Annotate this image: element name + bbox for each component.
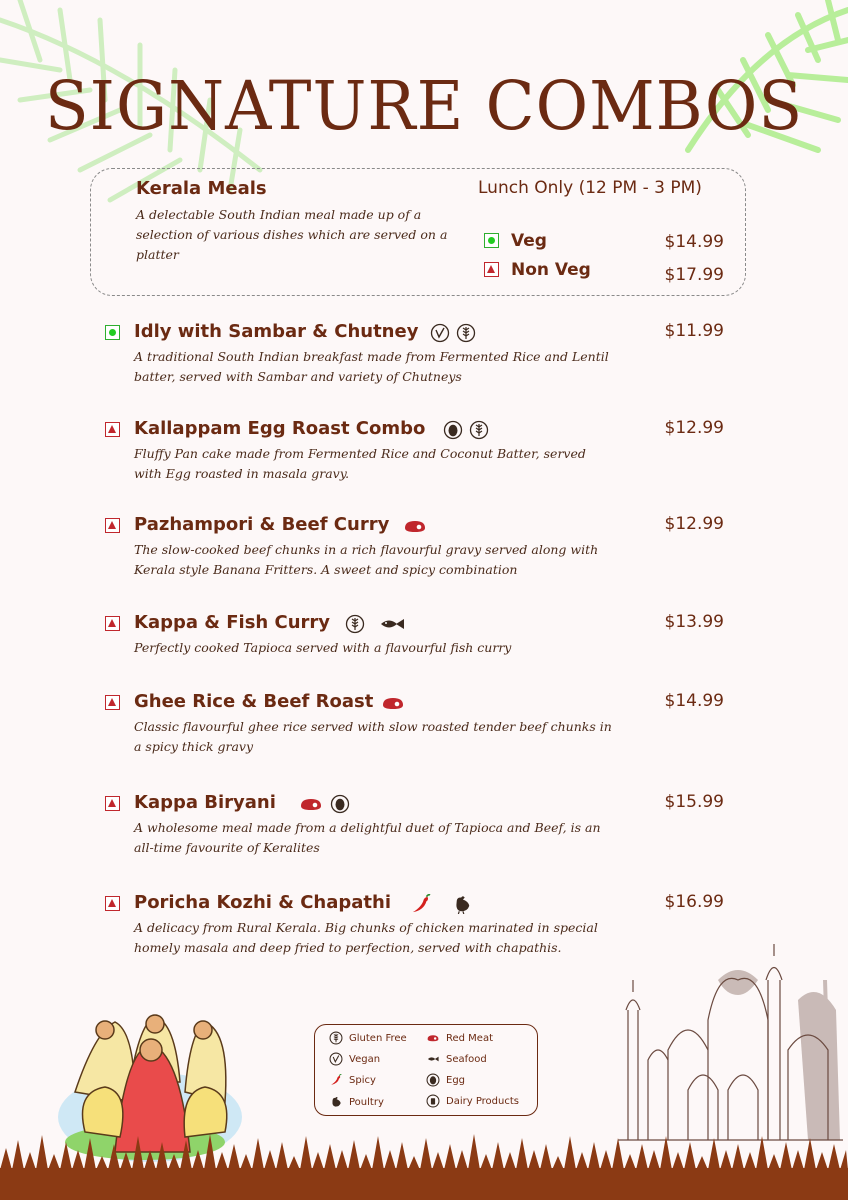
item-description: Perfectly cooked Tapioca served with a flavourful fish curry — [134, 640, 512, 655]
gluten-free-icon — [469, 420, 489, 440]
item-name: Ghee Rice & Beef Roast — [134, 691, 374, 712]
page-title: SIGNATURE COMBOS — [44, 68, 804, 146]
legend-label: Dairy Products — [446, 1095, 519, 1107]
spicy-icon — [329, 1073, 343, 1087]
meals-option-veg — [484, 231, 724, 255]
option-price: $14.99 — [664, 232, 724, 252]
item-price: $12.99 — [664, 514, 724, 534]
legend-label: Seafood — [446, 1053, 487, 1065]
egg-icon — [443, 420, 463, 440]
legend-label: Spicy — [349, 1074, 376, 1086]
option-price: $17.99 — [664, 265, 724, 285]
nonveg-indicator-icon — [105, 518, 120, 533]
nonveg-indicator-icon — [105, 695, 120, 710]
item-price: $12.99 — [664, 418, 724, 438]
meals-option-nonveg — [484, 260, 724, 284]
seafood-icon — [426, 1052, 440, 1066]
legend-item — [426, 1052, 487, 1066]
red-meat-icon — [402, 516, 428, 536]
item-description: A traditional South Indian breakfast made from Fermented Rice and Lentil batter, served with Sambar and variety of Chutneys — [134, 349, 609, 384]
red-meat-icon — [426, 1031, 440, 1045]
legend-label: Vegan — [349, 1053, 381, 1065]
seafood-icon — [377, 614, 407, 634]
legend-item — [329, 1031, 407, 1045]
nonveg-indicator-icon — [105, 422, 120, 437]
item-name: Kallappam Egg Roast Combo — [134, 418, 426, 439]
nonveg-indicator-icon — [105, 796, 120, 811]
option-label: Veg — [511, 231, 547, 251]
legend-label: Gluten Free — [349, 1032, 407, 1044]
legend-item — [329, 1095, 384, 1109]
legend-label: Poultry — [349, 1096, 384, 1108]
poultry-icon — [329, 1095, 343, 1109]
egg-icon — [426, 1073, 440, 1087]
item-name: Pazhampori & Beef Curry — [134, 514, 390, 535]
item-description: Classic flavourful ghee rice served with slow roasted tender beef chunks in a spicy thick gravy — [134, 719, 612, 754]
nonveg-indicator-icon — [105, 896, 120, 911]
nonveg-indicator-icon — [105, 616, 120, 631]
red-meat-icon — [298, 794, 324, 814]
item-price: $11.99 — [664, 321, 724, 341]
item-name: Kappa & Fish Curry — [134, 612, 331, 633]
grass-border-decoration — [0, 1130, 848, 1200]
item-price: $15.99 — [664, 792, 724, 812]
legend-label: Egg — [446, 1074, 466, 1086]
item-description: The slow-cooked beef chunks in a rich flavourful gravy served along with Kerala style Banana Fritters. A sweet and spicy combination — [134, 542, 599, 577]
option-label: Non Veg — [511, 260, 591, 280]
legend-item — [329, 1073, 376, 1087]
gluten-free-icon — [329, 1031, 343, 1045]
gluten-free-icon — [345, 614, 365, 634]
legend-label: Red Meat — [446, 1032, 494, 1044]
meals-description: A delectable South Indian meal made up of a selection of various dishes which are served on a platter — [136, 207, 448, 262]
item-name: Idly with Sambar & Chutney — [134, 321, 419, 342]
legend-item — [426, 1073, 465, 1087]
meals-hours: Lunch Only (12 PM - 3 PM) — [478, 178, 702, 198]
red-meat-icon — [380, 693, 406, 713]
nonveg-indicator-icon — [484, 262, 499, 277]
legend-item — [426, 1094, 519, 1108]
veg-indicator-icon — [484, 233, 499, 248]
item-price: $14.99 — [664, 691, 724, 711]
gluten-free-icon — [456, 323, 476, 343]
item-price: $16.99 — [664, 892, 724, 912]
legend-item — [426, 1031, 493, 1045]
spicy-icon — [408, 894, 434, 914]
dairy-icon — [426, 1094, 440, 1108]
item-description: A delicacy from Rural Kerala. Big chunks of chicken marinated in special homely masala and deep fried to perfection, served with chapathis. — [134, 920, 598, 955]
item-price: $13.99 — [664, 612, 724, 632]
vegan-icon — [329, 1052, 343, 1066]
item-description: Fluffy Pan cake made from Fermented Rice and Coconut Batter, served with Egg roasted in masala gravy. — [134, 446, 586, 481]
veg-indicator-icon — [105, 325, 120, 340]
egg-icon — [330, 794, 350, 814]
item-name: Poricha Kozhi & Chapathi — [134, 892, 391, 913]
meals-name: Kerala Meals — [136, 178, 267, 199]
legend-item — [329, 1052, 380, 1066]
item-description: A wholesome meal made from a delightful duet of Tapioca and Beef, is an all-time favourite of Keralites — [134, 820, 601, 855]
item-name: Kappa Biryani — [134, 792, 276, 813]
vegan-icon — [430, 323, 450, 343]
poultry-icon — [450, 894, 474, 914]
